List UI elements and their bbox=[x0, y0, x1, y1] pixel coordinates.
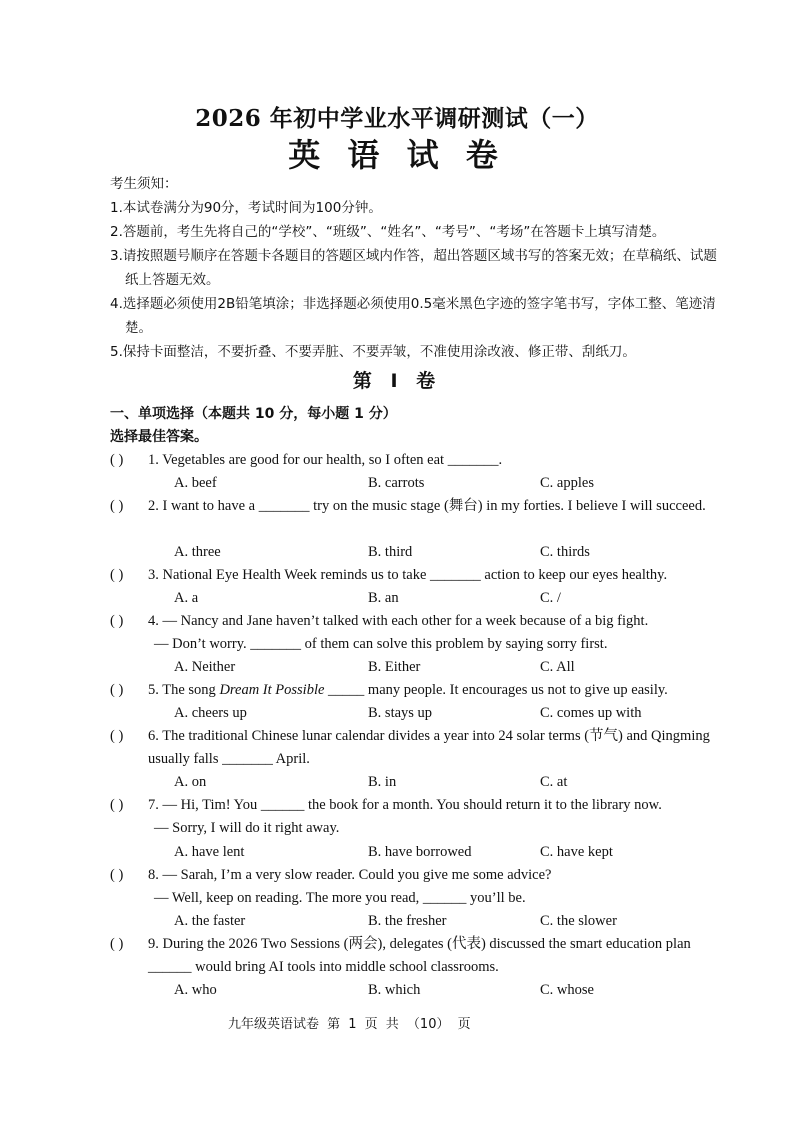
option-a: A. on bbox=[174, 774, 207, 790]
option-a: A. who bbox=[174, 982, 217, 998]
answer-blank[interactable]: ( ) bbox=[110, 936, 124, 952]
question-stem: 2. I want to have a _______ try on the music stage (舞台) in my forties. I believe I will succeed. bbox=[148, 498, 706, 514]
stem-text: 5. The song bbox=[148, 682, 220, 698]
note-item: 3.请按照题号顺序在答题卡各题目的答题区域内作答，超出答题区域书写的答案无效；在草稿纸、试题纸上答题无效。 bbox=[110, 248, 717, 288]
question-stem: 1. Vegetables are good for our health, so I often eat _______. bbox=[148, 452, 503, 468]
dialogue-line: 4. — Nancy and Jane haven’t talked with each other for a week because of a big fight. bbox=[148, 613, 649, 629]
question-3-options bbox=[174, 587, 734, 610]
dialogue-line: — Don’t worry. _______ of them can solve this problem by saying sorry first. bbox=[154, 636, 608, 652]
option-a: A. have lent bbox=[174, 844, 245, 860]
question-1-options bbox=[174, 472, 734, 495]
option-a: A. beef bbox=[174, 475, 217, 491]
option-b: B. stays up bbox=[368, 705, 433, 721]
dialogue-line: — Well, keep on reading. The more you read, ______ you’ll be. bbox=[154, 890, 526, 906]
exam-title: 2026 年初中学业水平调研测试（一） bbox=[195, 105, 599, 132]
stem-text: _____ many people. It encourages us not to give up easily. bbox=[324, 682, 668, 698]
answer-blank[interactable]: ( ) bbox=[110, 567, 124, 583]
question-stem bbox=[148, 864, 730, 910]
option-c: C. at bbox=[540, 774, 568, 790]
section-title: 一、单项选择（本题共 10 分，每小题 1 分） bbox=[110, 406, 397, 422]
answer-blank[interactable]: ( ) bbox=[110, 867, 124, 883]
song-title: Dream It Possible bbox=[219, 682, 325, 698]
option-c: C. whose bbox=[540, 982, 594, 998]
page-footer: 九年级英语试卷 第 1 页 共 （10） 页 bbox=[228, 1017, 471, 1032]
question-stem bbox=[148, 679, 730, 702]
option-b: B. an bbox=[368, 590, 399, 606]
question-stem: 3. National Eye Health Week reminds us to take _______ action to keep our eyes healthy. bbox=[148, 567, 668, 583]
question-2-options bbox=[174, 541, 734, 564]
option-b: B. Either bbox=[368, 659, 421, 675]
option-c: C. comes up with bbox=[540, 705, 642, 721]
question-stem bbox=[148, 610, 730, 656]
option-a: A. Neither bbox=[174, 659, 236, 675]
question-7-options bbox=[174, 841, 734, 864]
answer-blank[interactable]: ( ) bbox=[110, 498, 124, 514]
option-b: B. the fresher bbox=[368, 913, 447, 929]
option-a: A. a bbox=[174, 590, 199, 606]
note-item: 2.答题前，考生先将自己的“学校”、“班级”、“姓名”、“考号”、“考场”在答题卡上填写清楚。 bbox=[110, 224, 666, 240]
question-stem: 6. The traditional Chinese lunar calendar divides a year into 24 solar terms (节气) and Qingming usually falls _______ April. bbox=[148, 728, 710, 767]
section-header bbox=[110, 403, 397, 449]
option-c: C. apples bbox=[540, 475, 594, 491]
question-6-options bbox=[174, 771, 734, 794]
option-c: C. All bbox=[540, 659, 575, 675]
question-9-options bbox=[174, 979, 734, 1002]
option-c: C. the slower bbox=[540, 913, 617, 929]
option-b: B. carrots bbox=[368, 475, 425, 491]
dialogue-line: 8. — Sarah, I’m a very slow reader. Could you give me some advice? bbox=[148, 867, 552, 883]
exam-subject-title: 英 语 试 卷 bbox=[288, 136, 506, 174]
note-item: 4.选择题必须使用2B铅笔填涂；非选择题必须使用0.5毫米黑色字迹的签字笔书写，字体工整、笔迹清楚。 bbox=[110, 296, 716, 336]
option-b: B. have borrowed bbox=[368, 844, 472, 860]
option-a: A. three bbox=[174, 544, 221, 560]
option-b: B. third bbox=[368, 544, 413, 560]
question-4-options bbox=[174, 656, 734, 679]
answer-blank[interactable]: ( ) bbox=[110, 613, 124, 629]
option-c: C. / bbox=[540, 590, 561, 606]
section-instruction: 选择最佳答案。 bbox=[110, 429, 208, 445]
option-b: B. which bbox=[368, 982, 421, 998]
question-stem bbox=[148, 794, 730, 840]
dialogue-line: 7. — Hi, Tim! You ______ the book for a month. You should return it to the library now. bbox=[148, 797, 662, 813]
option-c: C. thirds bbox=[540, 544, 590, 560]
answer-blank[interactable]: ( ) bbox=[110, 452, 124, 468]
option-c: C. have kept bbox=[540, 844, 613, 860]
option-a: A. cheers up bbox=[174, 705, 247, 721]
dialogue-line: — Sorry, I will do it right away. bbox=[154, 820, 340, 836]
notes-heading: 考生须知： bbox=[110, 176, 178, 192]
part-title: 第 Ⅰ 卷 bbox=[352, 370, 442, 392]
question-5-options bbox=[174, 702, 734, 725]
candidate-notes bbox=[110, 172, 720, 364]
option-b: B. in bbox=[368, 774, 397, 790]
answer-blank[interactable]: ( ) bbox=[110, 728, 124, 744]
answer-blank[interactable]: ( ) bbox=[110, 797, 124, 813]
answer-blank[interactable]: ( ) bbox=[110, 682, 124, 698]
question-stem: 9. During the 2026 Two Sessions (两会), delegates (代表) discussed the smart education plan ______ would bring AI tools into middle school classrooms. bbox=[148, 936, 691, 975]
note-item: 5.保持卡面整洁，不要折叠、不要弄脏、不要弄皱，不准使用涂改液、修正带、刮纸刀。 bbox=[110, 344, 636, 360]
question-8-options bbox=[174, 910, 734, 933]
option-a: A. the faster bbox=[174, 913, 246, 929]
note-item: 1.本试卷满分为90分，考试时间为100分钟。 bbox=[110, 200, 382, 216]
